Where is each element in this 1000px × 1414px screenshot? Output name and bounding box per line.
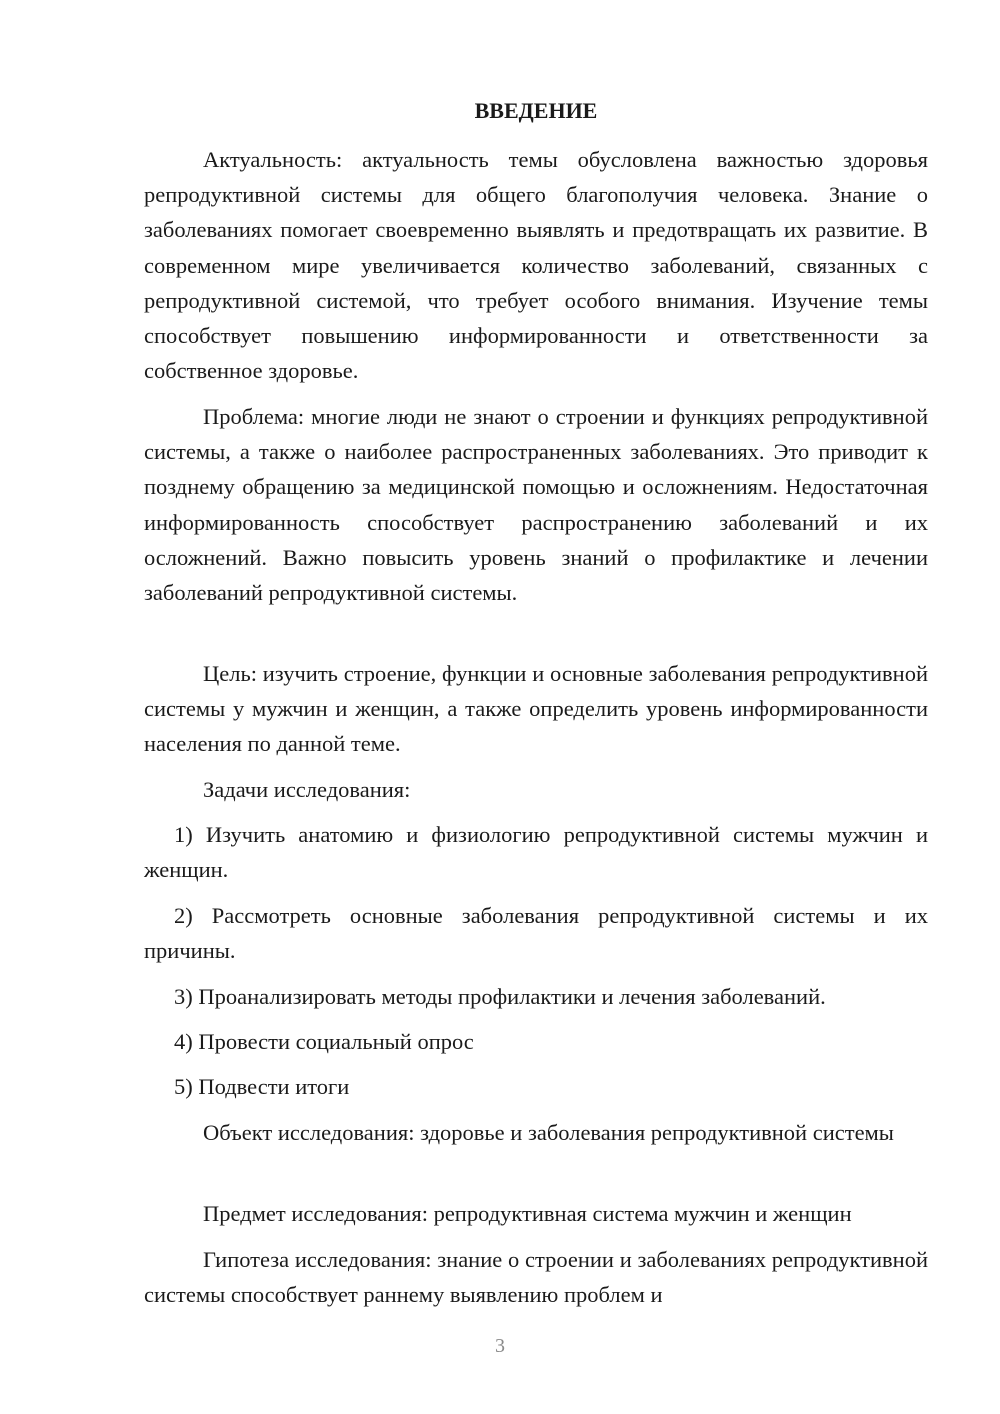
paragraph-problem: Проблема: многие люди не знают о строении и функциях репродуктивной системы, а также о наиболее распространенных заболеваниях. Это приводит к позднему обращению за медицинской помощью и осложнениям. Недостаточная информированность способствует распространению заболеваний и их осложнений. Важно повысить уровень знаний о профилактике и лечении заболеваний репродуктивной системы.: [144, 404, 928, 606]
task-item: 1) Изучить анатомию и физиологию репродуктивной системы мужчин и женщин.: [144, 822, 928, 883]
paragraph-relevance: Актуальность: актуальность темы обусловлена важностью здоровья репродуктивной системы для общего благополучия человека. Знание о заболеваниях помогает своевременно выявлять и предотвращать их развитие. В современном мире увеличивается количество заболеваний, связанных с репродуктивной системой, что требует особого внимания. Изучение темы способствует повышению информированности и ответственности за собственное здоровье.: [144, 147, 928, 384]
paragraph-subject: Предмет исследования: репродуктивная система мужчин и женщин: [203, 1201, 852, 1226]
task-item: 5) Подвести итоги: [174, 1074, 350, 1099]
page-number: 3: [495, 1335, 505, 1357]
task-item: 2) Рассмотреть основные заболевания репродуктивной системы и их причины.: [144, 903, 928, 964]
paragraph-hypothesis: Гипотеза исследования: знание о строении и заболеваниях репродуктивной системы способствует раннему выявлению проблем и: [144, 1247, 928, 1308]
task-item: 3) Проанализировать методы профилактики и лечения заболеваний.: [174, 984, 826, 1009]
tasks-heading: Задачи исследования:: [203, 777, 411, 802]
task-item: 4) Провести социальный опрос: [174, 1029, 474, 1054]
section-heading: ВВЕДЕНИЕ: [474, 98, 598, 123]
paragraph-goal: Цель: изучить строение, функции и основные заболевания репродуктивной системы у мужчин и женщин, а также определить уровень информированности населения по данной теме.: [144, 661, 928, 757]
paragraph-object: Объект исследования: здоровье и заболевания репродуктивной системы: [203, 1120, 894, 1145]
